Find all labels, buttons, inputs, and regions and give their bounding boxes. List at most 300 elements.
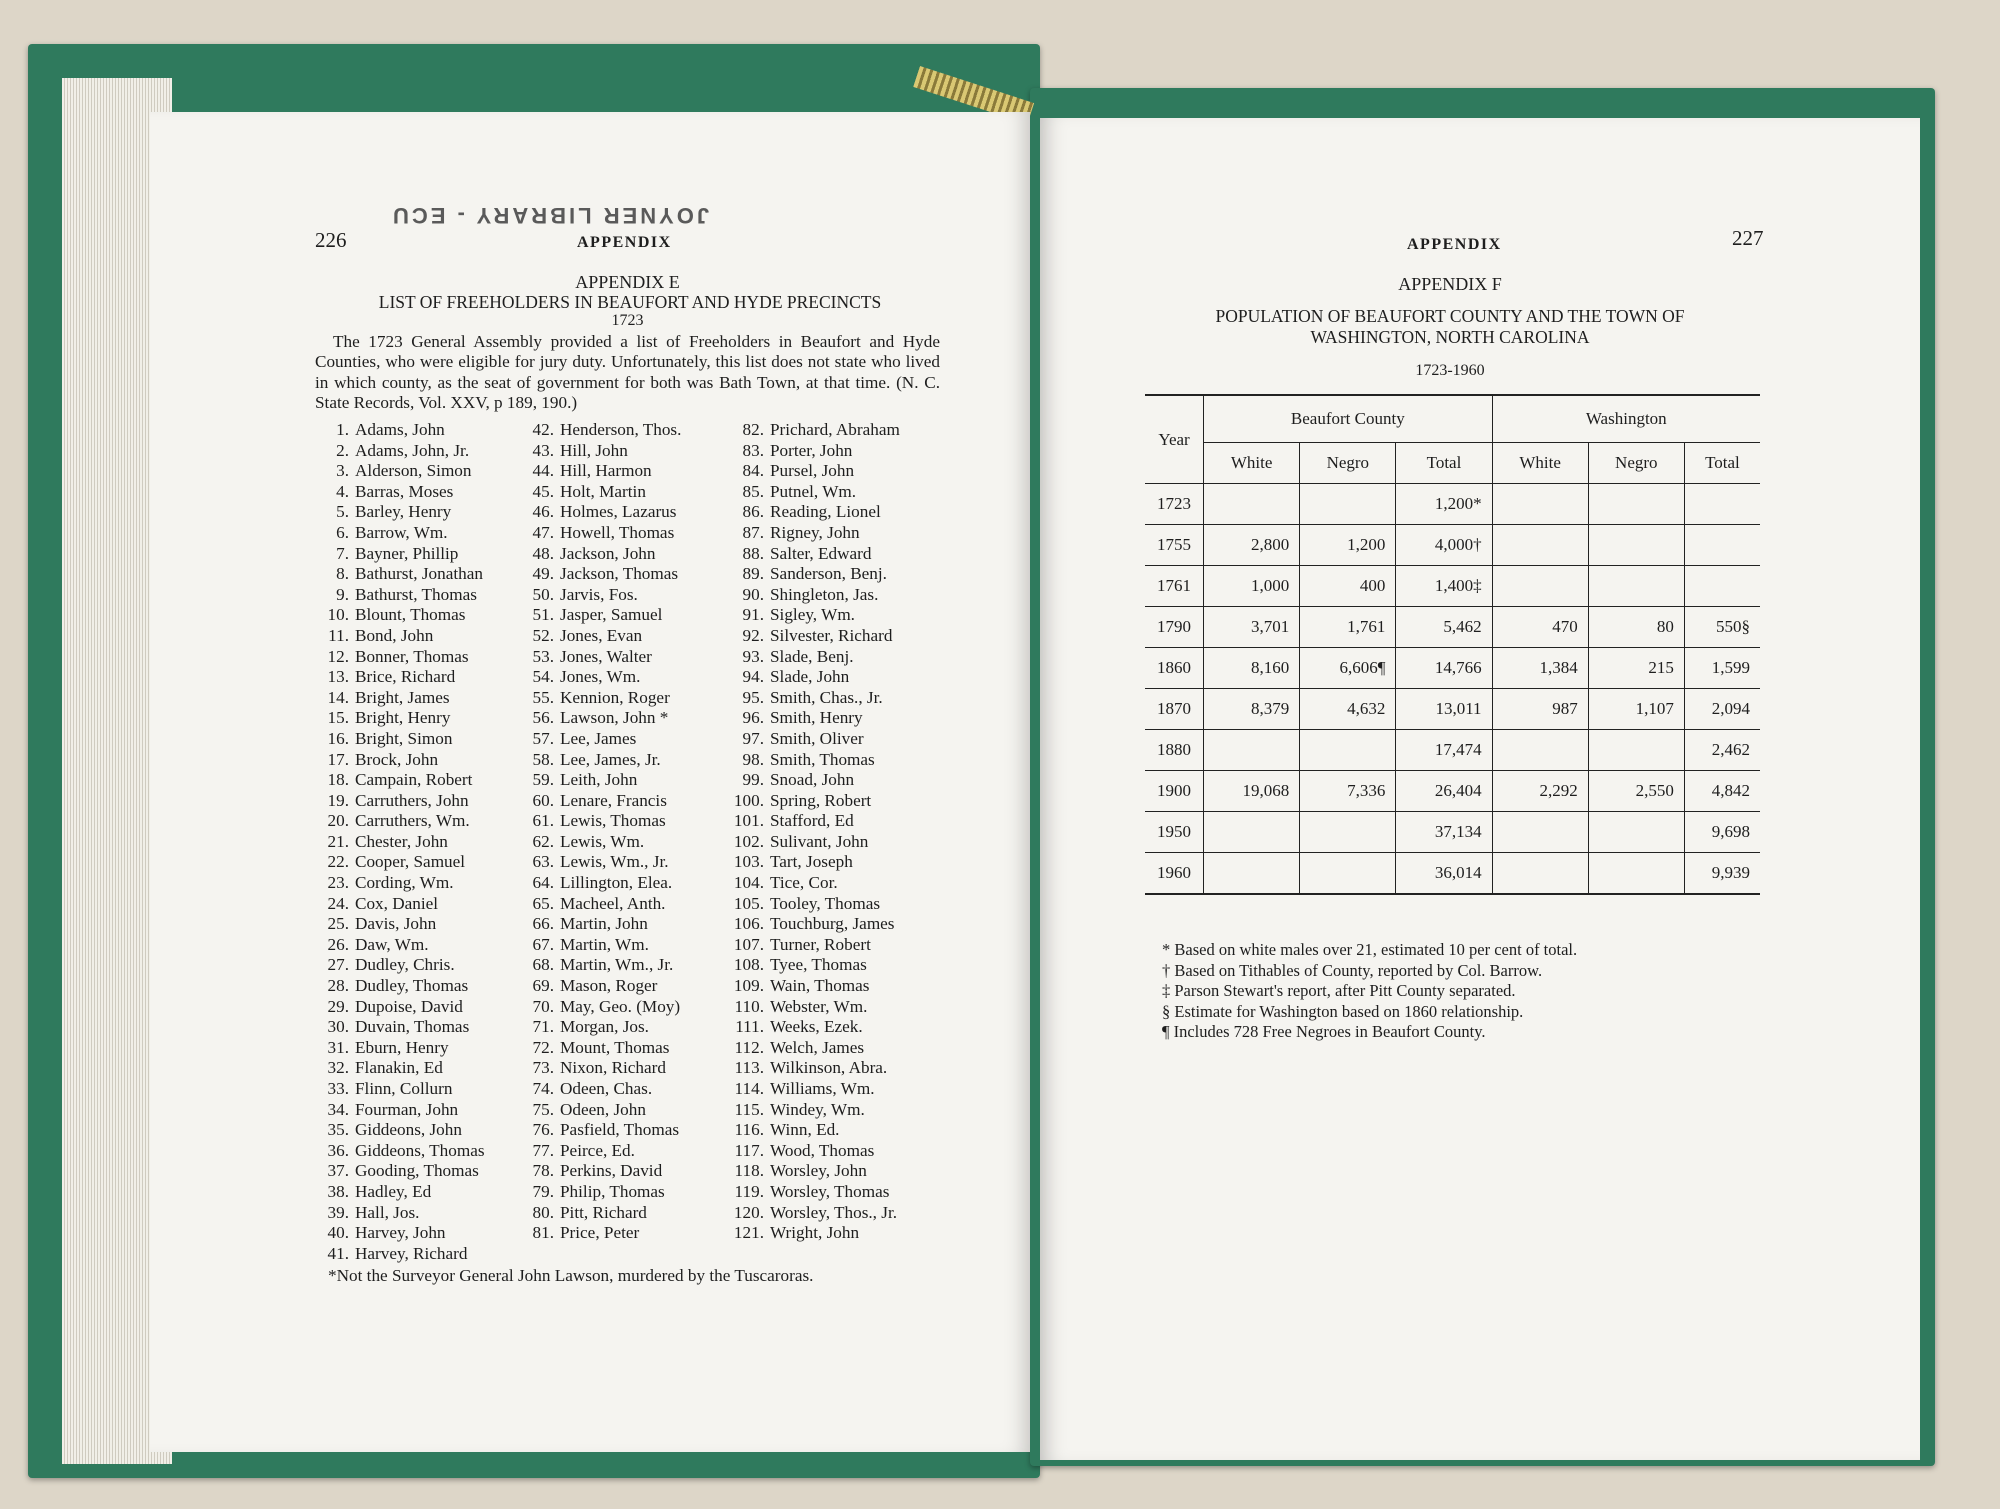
freeholder-entry: [520, 976, 730, 997]
freeholder-number: 115.: [734, 1099, 764, 1119]
freeholder-name: Rigney, John: [770, 522, 860, 542]
cell-year: 1950: [1145, 812, 1204, 853]
cell-washington-total: 1,599: [1684, 648, 1760, 689]
freeholder-entry: [315, 564, 520, 585]
freeholder-name: Holmes, Lazarus: [560, 502, 677, 522]
freeholder-number: 25.: [327, 914, 349, 934]
freeholder-entry: [730, 461, 955, 482]
cell-washington-white: [1492, 484, 1588, 525]
footnote-line: ¶ Includes 728 Free Negroes in Beaufort County.: [1162, 1022, 1486, 1041]
freeholder-number: 119.: [734, 1181, 764, 1201]
freeholder-entry: [315, 955, 520, 976]
freeholder-name: Campain, Robert: [355, 770, 473, 790]
left-page: [150, 112, 1030, 1452]
freeholder-name: Bright, Simon: [355, 728, 453, 748]
freeholder-number: 93.: [742, 646, 764, 666]
cell-beaufort-total: 26,404: [1396, 771, 1492, 812]
freeholder-number: 60.: [532, 790, 554, 810]
freeholder-number: 12.: [327, 646, 349, 666]
cell-beaufort-negro: [1300, 730, 1396, 771]
freeholder-entry: [315, 894, 520, 915]
freeholder-number: 8.: [336, 564, 349, 584]
cell-beaufort-negro: [1300, 812, 1396, 853]
freeholder-name: Hill, John: [560, 440, 628, 460]
freeholder-name: Henderson, Thos.: [560, 420, 682, 439]
freeholder-number: 101.: [733, 811, 764, 831]
freeholder-entry: [520, 914, 730, 935]
freeholder-entry: [315, 1141, 520, 1162]
freeholder-number: 14.: [327, 687, 349, 707]
freeholder-name: Peirce, Ed.: [560, 1140, 635, 1160]
freeholder-number: 28.: [327, 976, 349, 996]
freeholder-name: Spring, Robert: [770, 790, 872, 810]
table-subheader-row: [1145, 443, 1760, 484]
freeholder-name: Cooper, Samuel: [355, 852, 466, 872]
freeholder-name: Blount, Thomas: [355, 605, 466, 625]
freeholder-entry: [315, 420, 520, 441]
table-footnotes: [1162, 940, 1577, 1043]
freeholder-entry: [315, 1223, 520, 1244]
freeholder-name: Flanakin, Ed: [355, 1058, 443, 1078]
freeholder-name: Jasper, Samuel: [560, 605, 663, 625]
freeholder-name: Tice, Cor.: [770, 873, 838, 893]
freeholder-name: Prichard, Abraham: [770, 420, 900, 439]
freeholder-entry: [730, 1058, 955, 1079]
freeholder-number: 88.: [742, 543, 764, 563]
freeholder-entry: [730, 1120, 955, 1141]
freeholder-entry: [730, 832, 955, 853]
freeholder-name: Howell, Thomas: [560, 522, 675, 542]
freeholder-number: 16.: [327, 728, 349, 748]
freeholder-name: Slade, Benj.: [770, 646, 854, 666]
freeholder-number: 53.: [532, 646, 554, 666]
freeholder-name: Harvey, Richard: [355, 1243, 468, 1263]
freeholder-column-2: [520, 420, 730, 1264]
freeholder-name: Sigley, Wm.: [770, 605, 855, 625]
freeholder-name: Duvain, Thomas: [355, 1017, 470, 1037]
cell-beaufort-white: 3,701: [1204, 607, 1300, 648]
cell-beaufort-white: 1,000: [1204, 566, 1300, 607]
freeholder-entry: [520, 688, 730, 709]
freeholder-number: 9.: [336, 584, 349, 604]
cell-washington-total: 550§: [1684, 607, 1760, 648]
freeholder-name: Winn, Ed.: [770, 1120, 840, 1140]
freeholder-number: 44.: [532, 461, 554, 481]
freeholder-number: 95.: [742, 687, 764, 707]
freeholder-name: May, Geo. (Moy): [560, 996, 681, 1016]
freeholder-number: 48.: [532, 543, 554, 563]
cell-beaufort-total: 13,011: [1396, 689, 1492, 730]
freeholder-name: Tart, Joseph: [770, 852, 853, 872]
freeholder-entry: [730, 667, 955, 688]
freeholder-name: Snoad, John: [770, 770, 855, 790]
appendix-f-title-line2: WASHINGTON, NORTH CAROLINA: [1310, 327, 1590, 347]
freeholder-entry: [730, 1203, 955, 1224]
freeholder-entry: [315, 770, 520, 791]
freeholder-name: Stafford, Ed: [770, 811, 854, 831]
freeholder-name: Cording, Wm.: [355, 873, 454, 893]
freeholder-name: Lee, James, Jr.: [560, 749, 661, 769]
cell-year: 1860: [1145, 648, 1204, 689]
freeholder-number: 89.: [742, 564, 764, 584]
year-header: Year: [1145, 395, 1204, 484]
freeholder-name: Philip, Thomas: [560, 1181, 665, 1201]
freeholder-name: Macheel, Anth.: [560, 893, 666, 913]
freeholder-entry: [315, 914, 520, 935]
cell-beaufort-total: 1,200*: [1396, 484, 1492, 525]
freeholder-number: 45.: [532, 481, 554, 501]
freeholder-entry: [315, 523, 520, 544]
table-row: [1145, 607, 1760, 648]
freeholder-entry: [520, 935, 730, 956]
freeholder-number: 80.: [532, 1202, 554, 1222]
freeholder-name: Lee, James: [560, 728, 637, 748]
footnote-line: § Estimate for Washington based on 1860 relationship.: [1162, 1001, 1524, 1021]
freeholder-entry: [730, 791, 955, 812]
subheader-beaufort-white: White: [1204, 443, 1300, 484]
cell-washington-total: 9,698: [1684, 812, 1760, 853]
freeholder-entry: [315, 1058, 520, 1079]
freeholder-name: Turner, Robert: [770, 934, 871, 954]
freeholder-entry: [520, 1100, 730, 1121]
cell-beaufort-white: [1204, 812, 1300, 853]
cell-beaufort-negro: 1,200: [1300, 525, 1396, 566]
freeholder-number: 109.: [733, 976, 764, 996]
freeholder-number: 83.: [742, 440, 764, 460]
cell-washington-white: [1492, 525, 1588, 566]
freeholder-number: 113.: [734, 1058, 764, 1078]
freeholder-name: Hadley, Ed: [355, 1181, 432, 1201]
freeholder-entry: [730, 750, 955, 771]
freeholder-entry: [520, 1058, 730, 1079]
freeholder-entry: [520, 585, 730, 606]
freeholder-name: Jackson, John: [560, 543, 656, 563]
cell-year: 1900: [1145, 771, 1204, 812]
freeholder-name: Wilkinson, Abra.: [770, 1058, 888, 1078]
freeholder-number: 32.: [327, 1058, 349, 1078]
freeholder-name: Putnel, Wm.: [770, 481, 857, 501]
freeholder-number: 55.: [532, 687, 554, 707]
freeholder-entry: [520, 997, 730, 1018]
freeholder-name: Worsley, Thomas: [770, 1181, 890, 1201]
freeholder-entry: [315, 832, 520, 853]
freeholder-name: Nixon, Richard: [560, 1058, 666, 1078]
freeholder-number: 82.: [742, 420, 764, 439]
freeholder-number: 34.: [327, 1099, 349, 1119]
freeholder-name: Webster, Wm.: [770, 996, 868, 1016]
cell-beaufort-total: 37,134: [1396, 812, 1492, 853]
freeholder-entry: [730, 482, 955, 503]
appendix-e-year: 1723: [611, 312, 644, 329]
freeholder-name: Giddeons, John: [355, 1120, 462, 1140]
freeholder-name: Daw, Wm.: [355, 934, 429, 954]
table-row: [1145, 812, 1760, 853]
freeholder-name: Lewis, Thomas: [560, 811, 666, 831]
cell-washington-negro: [1588, 812, 1684, 853]
freeholder-number: 118.: [734, 1161, 764, 1181]
freeholder-entry: [315, 935, 520, 956]
freeholder-number: 84.: [742, 461, 764, 481]
freeholder-number: 56.: [532, 708, 554, 728]
freeholder-name: Windey, Wm.: [770, 1099, 865, 1119]
freeholder-name: Bathurst, Thomas: [355, 584, 477, 604]
freeholder-number: 61.: [532, 811, 554, 831]
cell-washington-negro: 215: [1588, 648, 1684, 689]
freeholder-name: Carruthers, John: [355, 790, 469, 810]
freeholder-entry: [315, 441, 520, 462]
freeholder-number: 11.: [328, 625, 349, 645]
cell-washington-white: 2,292: [1492, 771, 1588, 812]
freeholder-list: [315, 420, 955, 1264]
freeholder-number: 63.: [532, 852, 554, 872]
freeholder-entry: [730, 1223, 955, 1244]
table-row: [1145, 771, 1760, 812]
freeholder-entry: [520, 441, 730, 462]
cell-washington-total: [1684, 484, 1760, 525]
freeholder-entry: [520, 1120, 730, 1141]
table-row: [1145, 853, 1760, 895]
freeholder-number: 27.: [327, 955, 349, 975]
freeholder-number: 29.: [327, 996, 349, 1016]
freeholder-name: Smith, Oliver: [770, 728, 864, 748]
freeholder-entry: [520, 461, 730, 482]
freeholder-name: Eburn, Henry: [355, 1037, 449, 1057]
freeholder-entry: [730, 626, 955, 647]
cell-washington-negro: [1588, 525, 1684, 566]
cell-year: 1755: [1145, 525, 1204, 566]
freeholder-number: 10.: [327, 605, 349, 625]
footnote-line: * Based on white males over 21, estimated 10 per cent of total.: [1162, 940, 1578, 959]
freeholder-entry: [730, 564, 955, 585]
cell-beaufort-negro: [1300, 853, 1396, 895]
freeholder-number: 66.: [532, 914, 554, 934]
freeholder-number: 106.: [733, 914, 764, 934]
freeholder-name: Touchburg, James: [770, 914, 895, 934]
freeholder-name: Cox, Daniel: [355, 893, 439, 913]
freeholder-number: 65.: [532, 893, 554, 913]
freeholder-entry: [315, 791, 520, 812]
freeholder-entry: [730, 688, 955, 709]
freeholder-name: Pasfield, Thomas: [560, 1120, 680, 1140]
freeholder-entry: [315, 502, 520, 523]
freeholder-name: Barras, Moses: [355, 481, 454, 501]
subheader-beaufort-total: Total: [1396, 443, 1492, 484]
freeholder-entry: [730, 585, 955, 606]
freeholder-entry: [520, 750, 730, 771]
freeholder-entry: [730, 1182, 955, 1203]
freeholder-name: Slade, John: [770, 667, 850, 687]
freeholder-name: Bonner, Thomas: [355, 646, 469, 666]
freeholder-number: 68.: [532, 955, 554, 975]
freeholder-entry: [730, 1141, 955, 1162]
freeholder-entry: [315, 1203, 520, 1224]
freeholder-entry: [315, 667, 520, 688]
freeholder-number: 94.: [742, 667, 764, 687]
freeholder-entry: [315, 626, 520, 647]
freeholder-number: 2.: [336, 440, 349, 460]
freeholder-entry: [315, 997, 520, 1018]
cell-washington-white: 470: [1492, 607, 1588, 648]
cell-year: 1880: [1145, 730, 1204, 771]
freeholder-name: Wood, Thomas: [770, 1140, 875, 1160]
freeholder-name: Tyee, Thomas: [770, 955, 867, 975]
freeholder-entry: [730, 441, 955, 462]
freeholder-name: Odeen, John: [560, 1099, 646, 1119]
freeholder-number: 100.: [733, 790, 764, 810]
freeholder-entry: [520, 1079, 730, 1100]
cell-beaufort-negro: 400: [1300, 566, 1396, 607]
freeholder-entry: [520, 832, 730, 853]
freeholder-number: 85.: [742, 481, 764, 501]
freeholder-name: Harvey, John: [355, 1223, 446, 1243]
freeholder-name: Smith, Thomas: [770, 749, 875, 769]
freeholder-name: Mount, Thomas: [560, 1037, 670, 1057]
cell-beaufort-total: 1,400‡: [1396, 566, 1492, 607]
freeholder-number: 72.: [532, 1037, 554, 1057]
freeholder-number: 91.: [742, 605, 764, 625]
cell-washington-white: [1492, 730, 1588, 771]
cell-washington-total: 2,462: [1684, 730, 1760, 771]
freeholder-number: 74.: [532, 1079, 554, 1098]
freeholder-entry: [315, 1244, 520, 1265]
freeholder-entry: [315, 482, 520, 503]
freeholder-number: 104.: [733, 873, 764, 893]
freeholder-entry: [520, 708, 730, 729]
freeholder-entry: [315, 1120, 520, 1141]
freeholder-name: Giddeons, Thomas: [355, 1140, 485, 1160]
freeholder-entry: [520, 955, 730, 976]
freeholder-name: Weeks, Ezek.: [770, 1017, 863, 1037]
cell-washington-total: 4,842: [1684, 771, 1760, 812]
freeholder-entry: [730, 708, 955, 729]
freeholder-name: Lewis, Wm., Jr.: [560, 852, 669, 872]
freeholder-entry: [315, 873, 520, 894]
freeholder-number: 13.: [327, 667, 349, 687]
freeholder-number: 99.: [742, 770, 764, 790]
freeholder-name: Leith, John: [560, 770, 638, 790]
page-number-right: 227: [1732, 226, 1764, 250]
library-stamp: JOYNER LIBRARY - ECU: [390, 203, 710, 228]
cell-beaufort-negro: 7,336: [1300, 771, 1396, 812]
washington-header: Washington: [1492, 395, 1760, 443]
freeholder-name: Brice, Richard: [355, 667, 456, 687]
freeholder-number: 114.: [734, 1079, 764, 1098]
freeholder-number: 26.: [327, 934, 349, 954]
cell-beaufort-total: 17,474: [1396, 730, 1492, 771]
freeholder-entry: [730, 502, 955, 523]
freeholder-number: 121.: [733, 1223, 764, 1243]
cell-washington-negro: [1588, 566, 1684, 607]
freeholder-entry: [730, 1100, 955, 1121]
cell-beaufort-total: 14,766: [1396, 648, 1492, 689]
freeholder-entry: [730, 873, 955, 894]
freeholder-entry: [730, 1038, 955, 1059]
freeholder-number: 81.: [532, 1223, 554, 1243]
freeholder-entry: [315, 544, 520, 565]
freeholder-number: 87.: [742, 522, 764, 542]
freeholder-number: 73.: [532, 1058, 554, 1078]
freeholder-entry: [315, 976, 520, 997]
freeholder-number: 50.: [532, 584, 554, 604]
appendix-f-title-line1: POPULATION OF BEAUFORT COUNTY AND THE TOWN OF: [1215, 306, 1685, 326]
freeholder-number: 103.: [733, 852, 764, 872]
freeholder-number: 51.: [532, 605, 554, 625]
freeholder-entry: [730, 1079, 955, 1100]
freeholder-entry: [520, 729, 730, 750]
freeholder-entry: [730, 544, 955, 565]
cell-washington-total: [1684, 566, 1760, 607]
freeholder-entry: [730, 976, 955, 997]
cell-beaufort-white: [1204, 730, 1300, 771]
cell-beaufort-negro: 4,632: [1300, 689, 1396, 730]
freeholder-name: Lawson, John *: [560, 708, 669, 728]
table-row: [1145, 525, 1760, 566]
right-page: [1040, 118, 1920, 1460]
freeholder-entry: [520, 791, 730, 812]
freeholder-name: Lenare, Francis: [560, 790, 667, 810]
freeholder-entry: [520, 770, 730, 791]
freeholder-entry: [520, 1038, 730, 1059]
freeholder-name: Adams, John: [355, 420, 445, 439]
freeholder-name: Odeen, Chas.: [560, 1079, 653, 1098]
freeholder-name: Hall, Jos.: [355, 1202, 420, 1222]
cell-washington-negro: [1588, 730, 1684, 771]
freeholder-name: Worsley, John: [770, 1161, 867, 1181]
freeholder-name: Jackson, Thomas: [560, 564, 679, 584]
freeholder-name: Reading, Lionel: [770, 502, 881, 522]
freeholder-number: 18.: [327, 770, 349, 790]
cell-year: 1960: [1145, 853, 1204, 895]
freeholder-entry: [520, 482, 730, 503]
freeholder-column-3: [730, 420, 955, 1264]
freeholder-entry: [520, 564, 730, 585]
freeholder-entry: [315, 811, 520, 832]
freeholder-number: 107.: [733, 934, 764, 954]
freeholder-number: 3.: [336, 461, 349, 481]
freeholder-name: Lillington, Elea.: [560, 873, 673, 893]
freeholder-number: 70.: [532, 996, 554, 1016]
freeholder-number: 36.: [327, 1140, 349, 1160]
freeholder-entry: [315, 708, 520, 729]
freeholder-number: 33.: [327, 1079, 349, 1098]
freeholder-name: Barrow, Wm.: [355, 522, 448, 542]
footnote-line: † Based on Tithables of County, reported by Col. Barrow.: [1162, 960, 1543, 980]
freeholder-number: 7.: [336, 543, 349, 563]
freeholder-name: Dupoise, David: [355, 996, 463, 1016]
freeholder-name: Shingleton, Jas.: [770, 584, 879, 604]
cell-beaufort-total: 36,014: [1396, 853, 1492, 895]
freeholder-name: Morgan, Jos.: [560, 1017, 649, 1037]
cell-washington-negro: 2,550: [1588, 771, 1684, 812]
freeholder-number: 54.: [532, 667, 554, 687]
page-number-left: 226: [315, 228, 347, 252]
footnote-line: ‡ Parson Stewart's report, after Pitt County separated.: [1162, 981, 1516, 1000]
freeholder-number: 23.: [327, 873, 349, 893]
freeholder-number: 31.: [327, 1037, 349, 1057]
freeholder-entry: [730, 997, 955, 1018]
freeholder-number: 108.: [733, 955, 764, 975]
freeholder-number: 17.: [327, 749, 349, 769]
freeholder-number: 46.: [532, 502, 554, 522]
freeholder-number: 58.: [532, 749, 554, 769]
footnote-lawson: *Not the Surveyor General John Lawson, murdered by the Tuscaroras.: [328, 1266, 814, 1285]
freeholder-name: Pursel, John: [770, 461, 855, 481]
freeholder-entry: [315, 852, 520, 873]
freeholder-number: 90.: [742, 584, 764, 604]
freeholder-number: 52.: [532, 625, 554, 645]
freeholder-entry: [730, 935, 955, 956]
freeholder-entry: [315, 605, 520, 626]
